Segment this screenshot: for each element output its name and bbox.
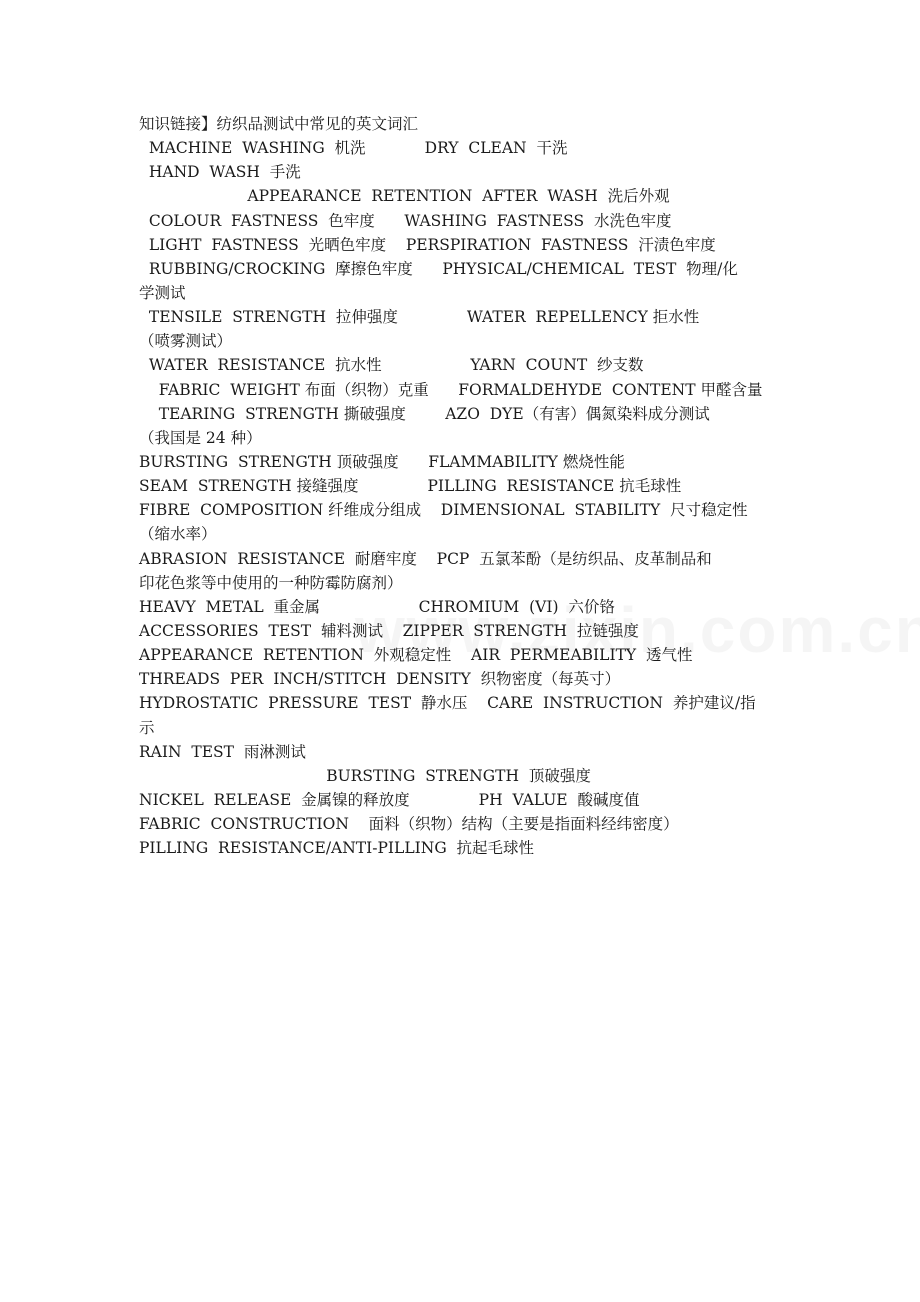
document-line: SEAM STRENGTH 接缝强度 PILLING RESISTANCE 抗毛球性 [139,477,682,496]
document-line: 学测试 [139,283,186,302]
document-line: （缩水率） [139,525,217,544]
document-line: RUBBING/CROCKING 摩擦色牢度 PHYSICAL/CHEMICAL TEST 物理/化 [139,259,738,278]
document-line: （喷雾测试） [139,332,233,351]
document-line: TENSILE STRENGTH 拉伸强度 WATER REPELLENCY 拒水性 [139,308,700,327]
document-line: COLOUR FASTNESS 色牢度 WASHING FASTNESS 水洗色牢度 [139,211,672,230]
document-line: HYDROSTATIC PRESSURE TEST 静水压 CARE INSTRUCTION 养护建议/指 [139,694,756,713]
document-line: PILLING RESISTANCE/ANTI-PILLING 抗起毛球性 [139,839,535,858]
document-line: LIGHT FASTNESS 光晒色牢度 PERSPIRATION FASTNESS 汗渍色牢度 [139,235,716,254]
document-line: APPEARANCE RETENTION AFTER WASH 洗后外观 [139,187,670,206]
document-line: NICKEL RELEASE 金属镍的释放度 PH VALUE 酸碱度值 [139,790,640,809]
document-line: BURSTING STRENGTH 顶破强度 [139,766,591,785]
document-line: HEAVY METAL 重金属 CHROMIUM (VI) 六价铬 [139,597,615,616]
document-line: HAND WASH 手洗 [139,163,301,182]
document-line: ABRASION RESISTANCE 耐磨牢度 PCP 五氯苯酚（是纺织品、皮革制品和 [139,549,712,568]
document-line: 知识链接】纺织品测试中常见的英文词汇 [139,115,419,133]
document-line: RAIN TEST 雨淋测试 [139,742,306,761]
document-line: ACCESSORIES TEST 辅料测试 ZIPPER STRENGTH 拉链强度 [139,621,639,640]
document-line: TEARING STRENGTH 撕破强度 AZO DYE（有害）偶氮染料成分测试 [139,404,710,423]
document-line: （我国是 24 种） [139,428,262,447]
document-line: THREADS PER INCH/STITCH DENSITY 织物密度（每英寸） [139,670,621,689]
document-line: FIBRE COMPOSITION 纤维成分组成 DIMENSIONAL STABILITY 尺寸稳定性 [139,501,748,520]
document-line: WATER RESISTANCE 抗水性 YARN COUNT 纱支数 [139,356,644,375]
watermark [355,593,920,667]
document-line: 示 [139,718,155,737]
document-body [139,112,789,860]
document-line: MACHINE WASHING 机洗 DRY CLEAN 干洗 [139,139,568,158]
document-line: 印花色浆等中使用的一种防霉防腐剂） [139,573,403,592]
document-line: FABRIC CONSTRUCTION 面料（织物）结构（主要是指面料经纬密度） [139,815,679,834]
document-line: APPEARANCE RETENTION 外观稳定性 AIR PERMEABILITY 透气性 [139,646,693,665]
document-line: BURSTING STRENGTH 顶破强度 FLAMMABILITY 燃烧性能 [139,452,625,471]
document-line: FABRIC WEIGHT 布面（织物）克重 FORMALDEHYDE CONTENT 甲醛含量 [139,380,763,399]
